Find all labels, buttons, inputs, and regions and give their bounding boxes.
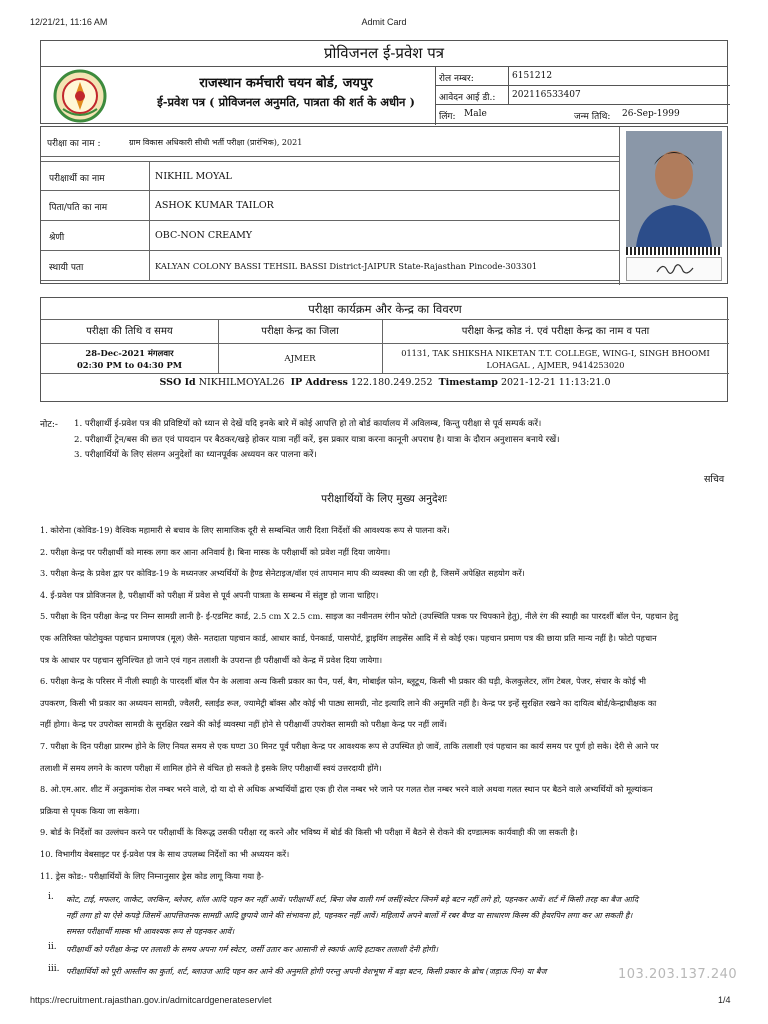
sub-item-line: समस्त परीक्षार्थी मास्क भी आवश्यक रूप से पहनकर आवें। — [66, 927, 235, 936]
category-label: श्रेणी — [49, 233, 65, 243]
candidate-signature — [626, 257, 722, 281]
category-value: OBC-NON CREAMY — [155, 230, 253, 241]
note-item: 2. परीक्षार्थी ट्रेन/बस की छत एवं पायदान पर बैठकर/खड़े होकर यात्रा नहीं करें, इस प्रकार यात्रा करना कानूनी अपराध है। यात्रा के दौरान अनुशासन बनाये रखें। — [74, 434, 560, 445]
instruction-line: नहीं होगा। केन्द्र पर उपरोक्त सामग्री के सुरक्षित रखने की कोई व्यवस्था नहीं होने से परीक्षार्थी उपरोक्त सामग्री को परीक्षा केन्द्र पर नहीं लावें। — [40, 719, 448, 730]
gender-value: Male — [464, 109, 487, 119]
ip-label: IP Address — [290, 377, 348, 388]
exam-name-label: परीक्षा का नाम : — [47, 139, 101, 149]
instruction-line: 4. ई-प्रवेश पत्र प्रोविजनल है, परीक्षार्थी को परीक्षा में प्रवेश से पूर्व अपनी पात्रता के सम्बन्ध में संतुष्ट हो जाना चाहिए। — [40, 589, 379, 600]
sso-label: SSO Id — [159, 377, 196, 388]
dob-label: जन्म तिथि: — [574, 112, 611, 122]
instruction-line: 2. परीक्षा केन्द्र पर परीक्षार्थी को मास्क लगा कर आना अनिवार्य है। बिना मास्क के परीक्षार्थी को प्रवेश नहीं दिया जायेगा। — [40, 546, 391, 557]
instruction-line: 1. कोरोना (कोविड-19) वैश्विक महामारी से बचाव के लिए सामाजिक दूरी से सम्बन्धित जारी दिशा निर्देशों की आवश्यक रूप से पालना करें। — [40, 525, 450, 535]
notes-list — [74, 417, 734, 464]
roll-number: 6151212 — [512, 71, 553, 81]
instruction-line: 8. ओ.एम.आर. शीट में अनुक्रमांक रोल नम्बर भरने वाले, दो या दो से अधिक अभ्यर्थियों द्वारा एक ही रोल नम्बर भरे जाने पर गलत रोल नम्बर भरने वाले अथवा गलत स्थान पर बैठने वाले अभ्यर्थियों को मूल्यांकन — [40, 784, 653, 795]
candidate-name-label: परीक्षार्थी का नाम — [49, 174, 105, 184]
instruction-line: 6. परीक्षा केन्द्र के परिसर में नीली स्याही के पारदर्शी बॉल पैन के अलावा अन्य किसी प्रकार का पैन, पर्स, बैग, मोबाईल फोन, ब्लूटूथ, किसी भी प्रकार की घड़ी, केलकुलेटर, लॉग टेबल, पेजर, संचार के कोई भी — [40, 676, 646, 687]
exam-schedule — [40, 297, 728, 402]
instructions-title: परीक्षार्थियों के लिए मुख्य अनुदेशः — [321, 493, 447, 505]
sub-item-number: iii. — [48, 964, 60, 974]
note-item: 3. परीक्षार्थियों के लिए संलग्न अनुदेशों का ध्यानपूर्वक अध्ययन कर पालना करें। — [74, 450, 317, 460]
photo-barcode — [626, 247, 722, 255]
print-page-number: 1/4 — [718, 995, 731, 1005]
card-id-panel — [435, 67, 729, 125]
dob-value: 26-Sep-1999 — [622, 109, 680, 119]
print-datetime: 12/21/21, 11:16 AM — [30, 17, 108, 27]
instructions-list — [40, 520, 740, 887]
application-id-label: आवेदन आई डी.: — [439, 93, 496, 103]
timestamp-label: Timestamp — [438, 377, 498, 388]
sub-item-text — [66, 942, 736, 958]
candidate-photo — [626, 131, 722, 247]
sub-item-text — [66, 892, 736, 940]
sub-item-number: ii. — [48, 942, 57, 952]
card-subtitle: ई-प्रवेश पत्र ( प्रोविजनल अनुमति, पात्रता की शर्त के अधीन ) — [157, 95, 415, 109]
note-item: 1. परीक्षार्थी ई-प्रवेश पत्र की प्रविष्टियों को ध्यान से देखें यदि इनके बारे में कोई आपत्ति हो तो बोर्ड कार्यालय में अविलम्ब, किन्तु परीक्षा से पूर्व सम्पर्क करें। — [74, 419, 542, 429]
sub-item-line: कोट, टाई, मफलर, जाकेट, जरकिन, ब्लेजर, शॉल आदि पहन कर नहीं आवें। परीक्षार्थी शर्ट, बिना जेब वाली गर्म जर्सी/स्वेटर जिनमें बड़े बटन नहीं लगे हो, पहनकर आवें। शर्ट में किसी तरह का बैज आदि — [66, 895, 639, 904]
instruction-line: तलाशी में समय लगने के कारण परीक्षा में शामिल होने से वंचित हो सकते है इसके लिए परीक्षार्थी स्वयं उत्तरदायी होंगे। — [40, 762, 382, 773]
application-id: 202116533407 — [512, 90, 581, 100]
org-name: राजस्थान कर्मचारी चयन बोर्ड, जयपुर — [199, 76, 373, 91]
address-value: KALYAN COLONY BASSI TEHSIL BASSI District-JAIPUR State-Rajasthan Pincode-303301 — [155, 261, 538, 271]
instruction-line: 3. परीक्षा केन्द्र के प्रवेश द्वार पर कोविड-19 के मध्यनजर अभ्यर्थियों के हैण्ड सेनेटाइज/वॉश एवं तापमान माप की व्यवस्था की जा रही है, जिसमें अपेक्षित सहयोग करें। — [40, 568, 525, 579]
sub-item-line: परीक्षार्थियों को पूरी आस्तीन का कुर्ता, शर्ट, ब्लाउज आदि पहन कर आने की अनुमति होगी परन्तु अपनी वेशभूषा में बड़ा बटन, किसी प्रकार के ब्रोच (जड़ाऊ पिन) या बैज — [66, 967, 547, 976]
instruction-line: 7. परीक्षा के दिन परीक्षा प्रारम्भ होने के लिए नियत समय से एक घण्टा 30 मिनट पूर्व परीक्षा केन्द्र पर आवश्यक रूप से उपस्थित हो जावें, ताकि तलाशी एवं पहचान का कार्य समय पर पूर्ण हो सके। देरी से आने पर — [40, 740, 659, 751]
sso-id: NIKHILMOYAL26 — [198, 377, 285, 388]
candidate-name: NIKHIL MOYAL — [155, 171, 232, 182]
exam-date: 28-Dec-2021 मंगलवार — [85, 348, 174, 358]
instruction-line: प्रक्रिया से पृथक किया जा सकेगा। — [40, 805, 140, 816]
instruction-line: उपकरण, किसी भी प्रकार का अध्ययन सामग्री, ज्वैलरी, स्लाईड रूल, ज्यामेट्री बॉक्स और कोई भी पाठ्य सामग्री, नोट इत्यादि लाने की अनुमति नहीं है। केन्द्र पर इन्हें सुरक्षित रखने का दायित्व बोर्ड/केन्द्राधीक्षक का — [40, 697, 657, 708]
ip-address: 122.180.249.252 — [350, 377, 433, 388]
notes-label: नोट:- — [40, 420, 58, 430]
timestamp: 2021-12-21 11:13:21.0 — [500, 377, 611, 388]
photo-panel — [619, 127, 729, 285]
sub-item-line: नहीं लगा हो या ऐसे कपड़े जिसमें आपत्तिजनक सामग्री आदि छुपाये जाने की संभावना हो, पहनकर नहीं आवें। महिलायें अपने बालों में रबर बैण्ड या साधारण किस्म की हेयरपिन लगा कर आ सकती है। — [66, 911, 633, 920]
signatory: सचिव — [704, 474, 725, 485]
roll-label: रोल नम्बर: — [439, 74, 474, 84]
sub-item-text — [66, 964, 621, 980]
schedule-title: परीक्षा कार्यक्रम और केन्द्र का विवरण — [41, 298, 729, 320]
exam-time: 02:30 PM to 04:30 PM — [76, 360, 183, 370]
session-info — [41, 377, 729, 388]
col-header-district: परीक्षा केन्द्र का जिला — [261, 326, 339, 337]
instruction-line: एक अतिरिक्त फोटोयुक्त पहचान प्रमाणपत्र (मूल) जैसे- मतदाता पहचान कार्ड, आधार कार्ड, पेनकार्ड, पासपोर्ट, ड्राइविंग लाइसेंस आदि में से कोई एक। पहचान प्रमाण पत्र की छाया प्रति मान्य नहीं है। फोटो पहचान — [40, 632, 657, 643]
print-page-title: Admit Card — [361, 17, 407, 27]
exam-district: AJMER — [284, 354, 316, 364]
instruction-line: 5. परीक्षा के दिन परीक्षा केन्द्र पर निम्न सामग्री लानी है- ई-एडमिट कार्ड, 2.5 cm X 2.5 cm. साइज का नवीनतम रंगीन फोटो (उपस्थिति पत्रक पर चिपकाने हेतु), नीले रंग की स्याही का पारदर्शी बॉल पेन, पहचान हेतु — [40, 611, 679, 622]
instruction-line: 10. विभागीय वेबसाइट पर ई-प्रवेश पत्र के साथ उपलब्ध निर्देशों का भी अध्ययन करें। — [40, 848, 290, 859]
rssb-logo — [53, 69, 107, 123]
gender-label: लिंग: — [439, 112, 456, 122]
card-title: प्रोविजनल ई-प्रवेश पत्र — [40, 40, 728, 67]
sub-item-number: i. — [48, 892, 54, 902]
candidate-details — [40, 126, 728, 284]
print-url[interactable]: https://recruitment.rajasthan.gov.in/admitcardgenerateservlet — [30, 995, 272, 1005]
exam-center-line1: 01131, TAK SHIKSHA NIKETAN T.T. COLLEGE, WING-I, SINGH BHOOMI — [401, 348, 710, 358]
instruction-line: 11. ड्रेस कोड:- परीक्षार्थियों के लिए निम्नानुसार ड्रेस कोड लागू किया गया है- — [40, 870, 264, 881]
ip-watermark: 103.203.137.240 — [618, 967, 738, 982]
card-header — [40, 66, 728, 124]
sub-item-line: परीक्षार्थी को परीक्षा केन्द्र पर तलाशी के समय अपना गर्म स्वेटर, जर्सी उतार कर आसानी से स्कार्फ आदि हटाकर तलाशी देनी होगी। — [66, 945, 438, 954]
exam-name: ग्राम विकास अधिकारी सीधी भर्ती परीक्षा (प्रारंभिक), 2021 — [129, 138, 303, 147]
col-header-center: परीक्षा केन्द्र कोड नं. एवं परीक्षा केन्द्र का नाम व पता — [461, 326, 650, 337]
exam-center-line2: LOHAGAL , AJMER, 9414253020 — [486, 360, 625, 370]
col-header-datetime: परीक्षा की तिथि व समय — [86, 326, 173, 337]
address-label: स्थायी पता — [49, 263, 84, 273]
instruction-line: 9. बोर्ड के निर्देशों का उल्लंघन करने पर परीक्षार्थी के विरूद्ध उसकी परीक्षा रद्द करने और भविष्य में बोर्ड की किसी भी परीक्षा में बैठने से रोकने की दण्डात्मक कार्यवाही की जा सकती है। — [40, 827, 578, 838]
instruction-line: पत्र के आधार पर पहचान सुनिश्चित हो जाने एवं गहन तलाशी के उपरान्त ही परीक्षार्थी को केन्द्र में प्रवेश दिया जायेगा। — [40, 654, 383, 665]
father-name: ASHOK KUMAR TAILOR — [155, 200, 274, 211]
father-name-label: पिता/पति का नाम — [49, 203, 108, 213]
